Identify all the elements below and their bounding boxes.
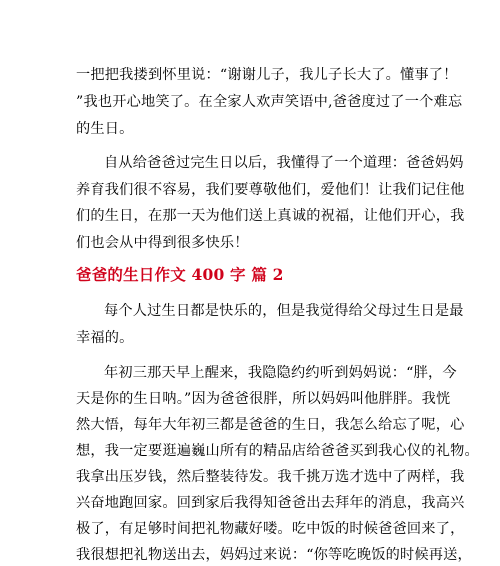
paragraph-4-line-7: 极了，有足够时间把礼物藏好喽。吃中饭的时候爸爸回来了，	[76, 521, 465, 537]
paragraph-4-line-6: 兴奋地跑回家。回到家后我得知爸爸出去拜年的消息，我高兴	[76, 495, 465, 511]
paragraph-4-line-2: 天是你的生日呐。”因为爸爸很胖，所以妈妈叫他胖胖。我恍	[76, 391, 451, 407]
paragraph-4-line-1: 年初三那天早上醒来，我隐隐约约听到妈妈说：“胖，今	[104, 365, 457, 381]
paragraph-3-line-2: 幸福的。	[76, 330, 134, 346]
paragraph-1-line-1: 一把把我搂到怀里说：“谢谢儿子，我儿子长大了。懂事了！	[76, 67, 458, 83]
paragraph-4-line-4: 想，我一定要逛遍巍山所有的精品店给爸爸买到我心仪的礼物。	[76, 443, 479, 459]
paragraph-2-line-4: 们也会从中得到很多快乐！	[76, 235, 249, 251]
paragraph-2-line-3: 们的生日，在那一天为他们送上真诚的祝福，让他们开心，我	[76, 208, 465, 224]
paragraph-1-line-3: 的生日。	[76, 121, 134, 137]
paragraph-2-line-2: 养育我们很不容易，我们要尊敬他们，爱他们！让我们记住他	[76, 182, 465, 198]
section-heading: 爸爸的生日作文 400 字 篇 2	[76, 265, 284, 284]
paragraph-2-line-1: 自从给爸爸过完生日以后，我懂得了一个道理：爸爸妈妈	[104, 155, 464, 171]
paragraph-4-line-3: 然大悟，每年大年初三都是爸爸的生日，我怎么给忘了呢，心	[76, 417, 465, 433]
paragraph-3-line-1: 每个人过生日都是快乐的，但是我觉得给父母过生日是最	[104, 303, 464, 319]
paragraph-4-line-8: 我很想把礼物送出去，妈妈过来说：“你等吃晚饭的时候再送，	[76, 547, 472, 563]
paragraph-1-line-2: ”我也开心地笑了。在全家人欢声笑语中,爸爸度过了一个难忘	[76, 94, 463, 110]
paragraph-4-line-5: 我拿出压岁钱，然后整装待发。我千挑万选才选中了两样，我	[76, 469, 465, 485]
